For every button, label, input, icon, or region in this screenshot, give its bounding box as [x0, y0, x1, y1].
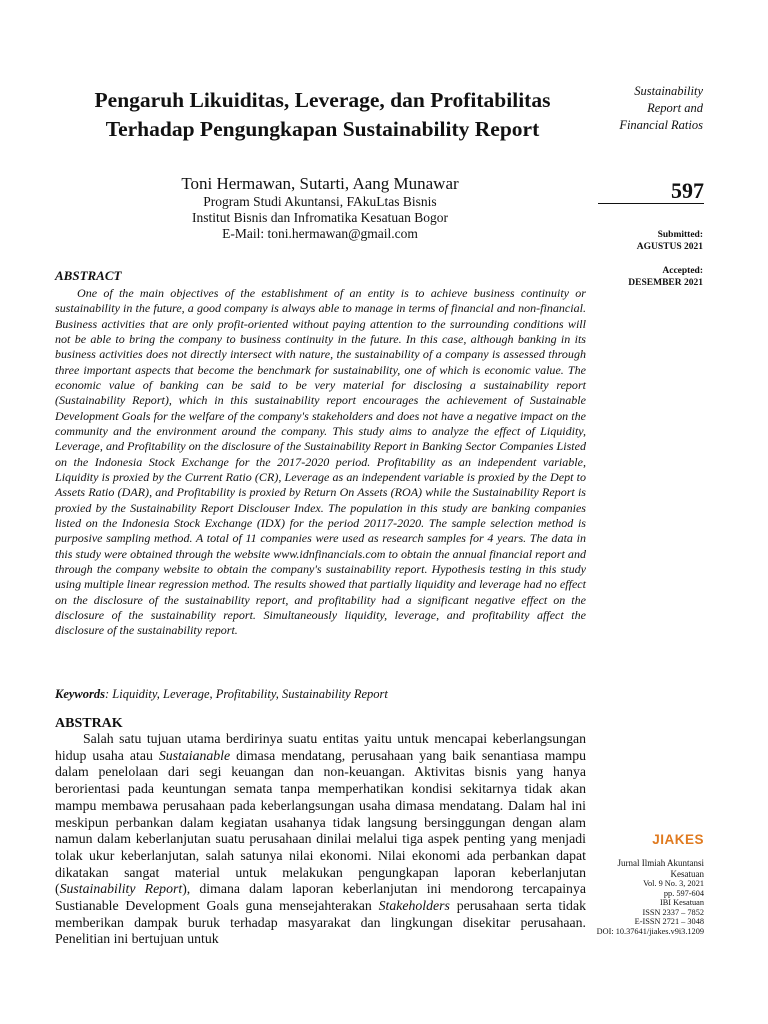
journal-doi: DOI: 10.37641/jiakes.v9i3.1209	[596, 926, 704, 936]
author-email: E-Mail: toni.hermawan@gmail.com	[222, 226, 418, 241]
abstrak-heading: ABSTRAK	[55, 716, 123, 731]
keywords-label: Keywords	[55, 687, 105, 701]
journal-pages: pp. 597-604	[663, 888, 704, 898]
accepted-date: DESEMBER 2021	[628, 278, 703, 288]
journal-info	[590, 858, 704, 937]
paper-title	[40, 86, 605, 144]
affiliation-institute: Institut Bisnis dan Infromatika Kesatuan Bogor	[191, 210, 449, 225]
abstrak-text: Salah satu tujuan utama berdirinya suatu entitas yaitu untuk mencapai keberlangsungan hidup usaha atau Sustaianable dimasa mendatang, perusahaan yang baik senantiasa mampu dalam penelolaan dari segi keuangan dan non-keuangan. Aktivitas bisnis yang hanya berorientasi pada keuntungan semata tanpa memperhatikan kondisi sekitarnya tidak akan mampu membawa perusahaan pada keberlangsungan usaha dimasa mendatang. Dalam hal ini meskipun perbankan dalam kegiatan usahanya tidak langsung bersinggungan dengan alam namun dalam keberlanjutan suatu perusahaan dinilai melalui tiga aspek penting yang menjadi tolak ukur keberlanjutan, salah satunya nilai ekonomi. Nilai ekonomi ada perbankan dapat dikatakan sangat material untuk melakukan pengungkapan laporan keberlanjutan (Sustainability Report), dimana dalam laporan keberlanjutan ini mendorong tercapainya Sustianable Development Goals guna mensejahterakan Stakeholders perusahaan serta tidak memberikan dampak buruk terhadap masyarakat dan lingkungan disekitar perusahaan. Penelitian ini bertujuan untuk	[55, 731, 586, 947]
running-title-line-1: Sustainability	[634, 84, 703, 98]
journal-logo: JIAKES	[652, 832, 704, 847]
author-names: Toni Hermawan, Sutarti, Aang Munawar	[181, 174, 459, 193]
journal-eissn: E-ISSN 2721 – 3048	[634, 917, 704, 927]
abstract-text: One of the main objectives of the establishment of an entity is to achieve business continuity or sustainability in the future, a good company is always able to manage in terms of financial and non-financial. Business activities that are only profit-oriented without paying attention to the surrounding conditions will not be able to bring the company to business continuity in the future. In this case, although banking in its business activities does not directly intersect with nature, the sustainability of a company is assessed through three important aspects that become the benchmark for sustainability, one of which is economic value. The economic value of banking can be said to be very material for disclosing a sustainability report (Sustainability Report), which in this sustainability report encourages the achievement of Sustainable Development Goals for the welfare of the company's stakeholders and does not have a negative impact on the community and the environment around the company. This study aims to analyze the effect of Liquidity, Leverage, and Profitability on the disclosure of the Sustainability Report in Banking Sector Companies Listed on the Indonesia Stock Exchange for the 2017-2020 period. Profitability as an independent variable, Liquidity is proxied by the Current Ratio (CR), Leverage as an independent variable is proxied by the Dept to Assets Ratio (DAR), and Profitability is proxied by Return On Assets (ROA) while the Sustainability Report is proxied by the Sustainability Report Disclouser Index. The population in this study are banking companies listed on the Indonesia Stock Exchange (IDX) for the period 20117-2020. The sample selection method is purposive sampling method. A total of 11 companies were used as research samples for 4 years. The data in this study were obtained through the website www.idnfinancials.com to obtain the annual financial report and through the company website to obtain the company's sustainability report. Hypothesis testing in this study using multiple linear regression method. The results showed that partially liquidity and leverage had no effect on the disclosure of the sustainability report, and profitability had a significant negative effect on the disclosure of the sustainability report. Simultaneously liquidity, leverage, and profitability affect the disclosure of the sustainability report.	[55, 286, 586, 638]
page-number: 597	[671, 178, 704, 203]
page-number-rule	[598, 203, 704, 204]
accepted-label: Accepted:	[662, 266, 703, 276]
journal-publisher: IBI Kesatuan	[659, 898, 704, 908]
abstract-heading: ABSTRACT	[55, 268, 122, 283]
keywords	[55, 686, 388, 702]
author-block	[60, 174, 580, 242]
journal-name: Jurnal Ilmiah Akuntansi Kesatuan	[617, 858, 704, 879]
journal-volume: Vol. 9 No. 3, 2021	[643, 879, 704, 888]
journal-issn: ISSN 2337 – 7852	[642, 907, 704, 917]
running-title-line-3: Financial Ratios	[619, 118, 703, 132]
title-line-2: Terhadap Pengungkapan Sustainability Report	[105, 117, 540, 141]
affiliation-program: Program Studi Akuntansi, FAkuLtas Bisnis	[203, 194, 437, 209]
keywords-text: : Liquidity, Leverage, Profitability, Sustainability Report	[105, 687, 388, 701]
submission-dates	[590, 229, 703, 289]
submitted-date: AGUSTUS 2021	[636, 242, 703, 252]
submitted-label: Submitted:	[657, 230, 703, 240]
title-line-1: Pengaruh Likuiditas, Leverage, dan Profitabilitas	[94, 88, 551, 112]
running-title	[588, 83, 703, 134]
running-title-line-2: Report and	[647, 101, 703, 115]
